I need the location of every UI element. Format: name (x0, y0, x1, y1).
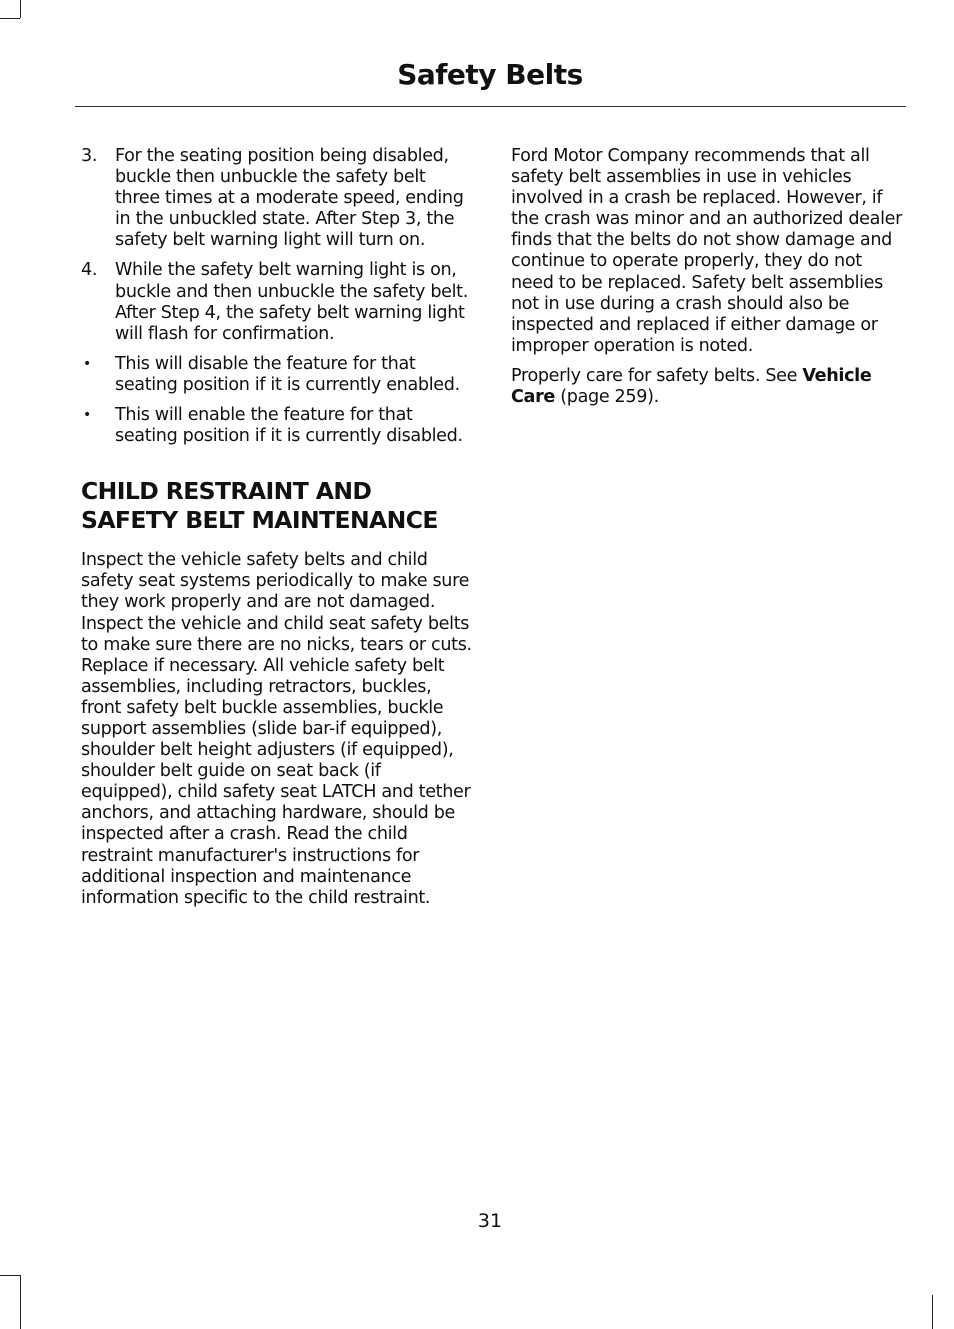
section-body: Inspect the vehicle safety belts and child safety seat systems periodically to make sure they work properly and are not damaged. Inspect the vehicle and child seat safety belts to make sure there are no nicks, tears or cuts. Replace if necessary. All vehicle safety belt assemblies, including retractors, buckles, front safety belt buckle assemblies, buckle support assemblies (slide bar-if equipped), shoulder belt height adjusters (if equipped), shoulder belt guide on seat back (if equipped), child safety seat LATCH and tether anchors, and attaching hardware, should be inspected after a crash. Read the child restraint manufacturer's instructions for additional inspection and maintenance information specific to the child restraint. (81, 550, 472, 908)
crop-mark-top-left-h (0, 18, 20, 19)
list-item-step-3 (81, 146, 473, 251)
left-column (81, 146, 473, 909)
title-rule (75, 106, 906, 107)
list-marker: 4. (81, 260, 98, 281)
crop-mark-bottom-right-v (932, 1295, 933, 1329)
section-heading: CHILD RESTRAINT AND SAFETY BELT MAINTENANCE (81, 477, 438, 535)
care-paragraph (511, 366, 903, 408)
bullet-marker: • (83, 355, 91, 372)
care-text: Properly care for safety belts. See (511, 365, 803, 386)
vehicle-care-link[interactable]: Vehicle Care (511, 365, 872, 408)
crop-mark-bottom-left-v (20, 1275, 21, 1329)
crop-mark-top-left-v (20, 0, 21, 18)
bullet-marker: • (83, 407, 91, 424)
care-page-ref: (page 259). (555, 387, 659, 408)
list-item-text: While the safety belt warning light is on, buckle and then unbuckle the safety belt. After Step 4, the safety belt warning light will flash for confirmation. (115, 260, 468, 344)
bullet-item-text: This will disable the feature for that seating position if it is currently enabled. (115, 353, 460, 395)
bullet-item-enable (81, 405, 473, 447)
replacement-paragraph: Ford Motor Company recommends that all safety belt assemblies in use in vehicles involved in a crash be replaced. However, if the crash was minor and an authorized dealer finds that the belts do not show damage and continue to operate properly, they do not need to be replaced. Safety belt assemblies not in use during a crash should also be inspected and replaced if either damage or improper operation is noted. (511, 146, 902, 356)
page-number: 31 (477, 1210, 503, 1232)
right-column (511, 146, 903, 417)
bullet-item-text: This will enable the feature for that seating position if it is currently disabled. (115, 405, 463, 447)
crop-mark-bottom-left-h (0, 1275, 20, 1276)
bullet-item-disable (81, 354, 473, 396)
page-title: Safety Belts (397, 58, 583, 91)
list-item-step-4 (81, 260, 473, 344)
list-item-text: For the seating position being disabled, buckle then unbuckle the safety belt three times at a moderate speed, ending in the unbuckled state. After Step 3, the safety belt warning light will turn on. (115, 146, 464, 251)
list-marker: 3. (81, 146, 98, 166)
